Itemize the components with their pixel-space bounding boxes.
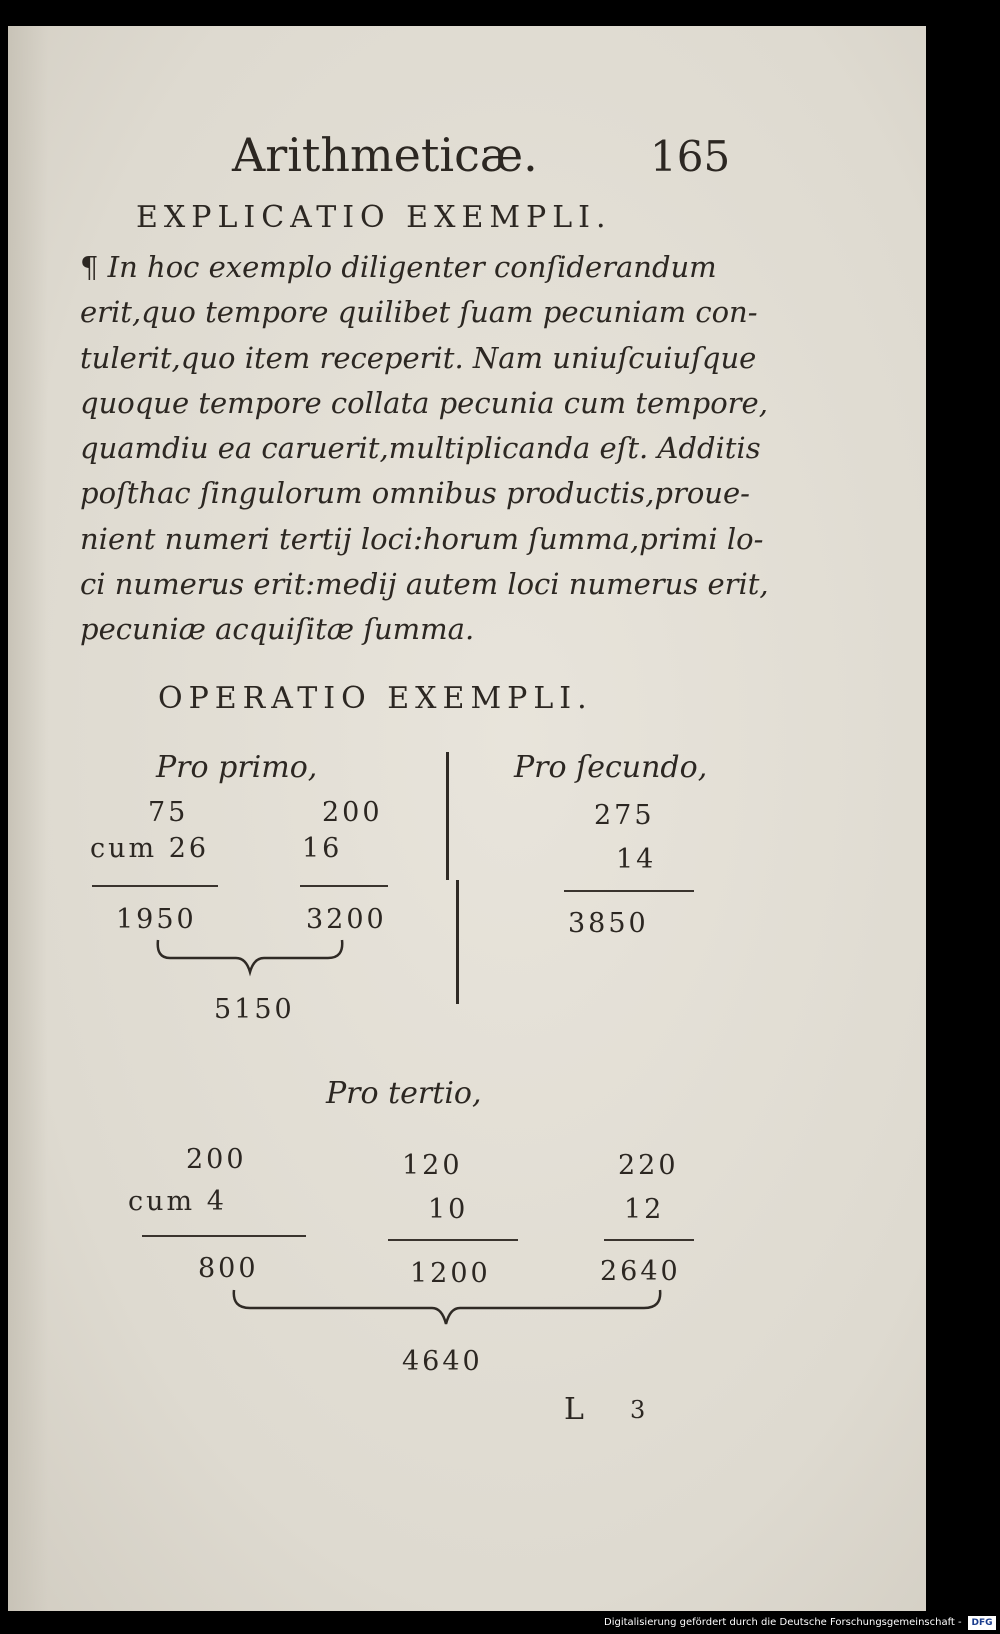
paragraph-line: quoque tempore collata pecunia cum tempore, <box>80 385 768 420</box>
tertio-multiplier-12: 12 <box>624 1194 665 1225</box>
pro-tertio-label: Pro tertio, <box>326 1076 482 1111</box>
tertio-product-2640: 2640 <box>600 1256 681 1287</box>
primo-rule-right <box>300 885 388 887</box>
pilcrow-mark: ¶ <box>80 250 99 284</box>
tertio-multiplier-4: cum 4 <box>128 1186 227 1217</box>
secundo-value-275: 275 <box>594 800 655 831</box>
tertio-value-220: 220 <box>618 1150 679 1181</box>
paragraph-line: ci numerus erit:medij autem loci numerus erit, <box>80 567 769 602</box>
paragraph-line: erit,quo tempore quilibet ſuam pecuniam con- <box>80 295 758 330</box>
tertio-rule-1 <box>142 1235 306 1237</box>
primo-value-200: 200 <box>322 797 383 828</box>
paragraph-line: poſthac ſingulorum omnibus productis,proue- <box>80 476 750 511</box>
secundo-product: 3850 <box>568 908 649 939</box>
paragraph-line: pecuniæ acquiſitæ ſumma. <box>80 612 475 647</box>
explicatio-heading: EXPLICATIO EXEMPLI. <box>136 200 612 235</box>
column-divider-upper <box>446 752 449 880</box>
tertio-brace <box>226 1288 668 1336</box>
page-number: 165 <box>650 132 731 181</box>
paragraph-line: quamdiu ea caruerit,multiplicanda eſt. Additis <box>80 431 761 466</box>
primo-product-1950: 1950 <box>116 904 197 935</box>
primo-product-3200: 3200 <box>306 904 387 935</box>
primo-brace <box>150 938 350 984</box>
tertio-sum: 4640 <box>402 1346 483 1377</box>
tertio-rule-3 <box>604 1239 694 1241</box>
primo-multiplier: cum 26 <box>90 833 210 864</box>
dfg-logo: DFG <box>968 1616 996 1630</box>
tertio-rule-2 <box>388 1239 518 1241</box>
digitization-credit: Digitalisierung gefördert durch die Deutsche Forschungsgemeinschaft - <box>604 1617 962 1628</box>
secundo-rule <box>564 890 694 892</box>
tertio-product-1200: 1200 <box>410 1258 491 1289</box>
explicatio-paragraph <box>80 245 769 653</box>
signature-number: 3 <box>630 1396 646 1424</box>
page-gutter-shadow <box>8 26 48 1611</box>
tertio-multiplier-10: 10 <box>428 1194 469 1225</box>
primo-rule-left <box>92 885 218 887</box>
paragraph-line: tulerit,quo item receperit. Nam uniuſcuiuſque <box>80 340 757 375</box>
tertio-product-800: 800 <box>198 1253 259 1284</box>
running-header: Arithmeticæ. <box>232 128 538 182</box>
secundo-multiplier: 14 <box>616 844 657 875</box>
pro-secundo-label: Pro ſecundo, <box>514 750 708 785</box>
operatio-heading: OPERATIO EXEMPLI. <box>158 681 593 716</box>
paragraph-line: nient numeri tertij loci:horum ſumma,primi lo- <box>80 521 764 556</box>
column-divider-lower <box>456 880 459 1004</box>
primo-multiplier-16: 16 <box>302 833 343 864</box>
tertio-value-120: 120 <box>402 1150 463 1181</box>
primo-sum: 5150 <box>214 994 295 1025</box>
signature-letter: L <box>564 1392 584 1427</box>
tertio-value-200: 200 <box>186 1144 247 1175</box>
pro-primo-label: Pro primo, <box>156 750 318 785</box>
paragraph-line: ¶ In hoc exemplo diligenter conſiderandum <box>80 250 717 284</box>
primo-value-75: 75 <box>148 797 189 828</box>
